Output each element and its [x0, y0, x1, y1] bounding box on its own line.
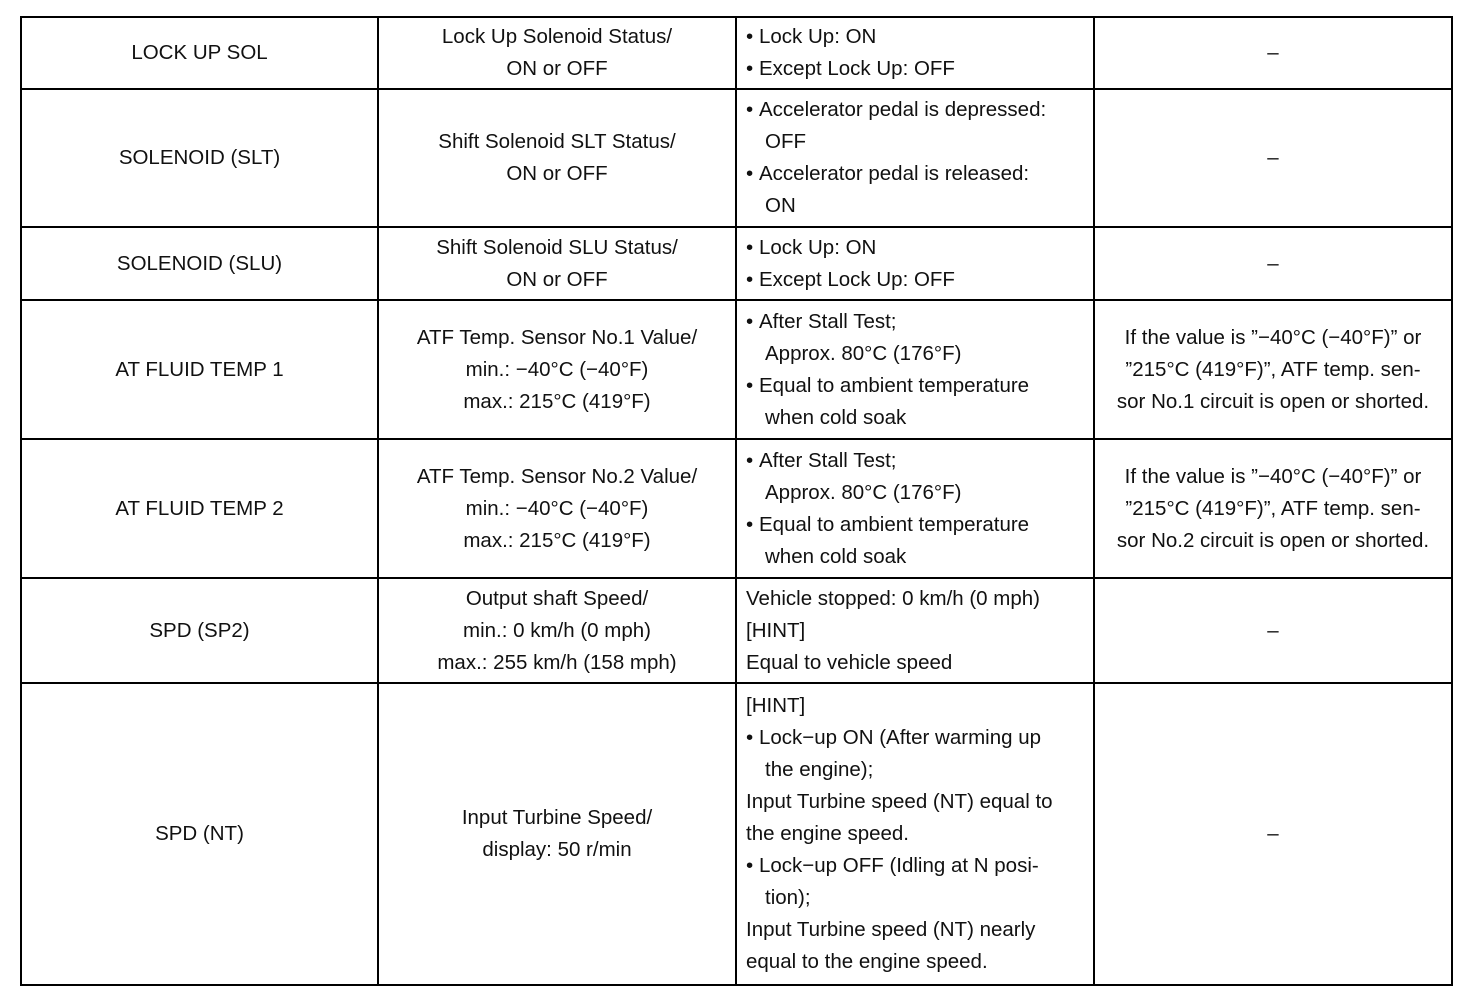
measurement-line: ATF Temp. Sensor No.1 Value/ [416, 325, 698, 349]
item-cell [21, 227, 378, 300]
item-label: SOLENOID (SLU) [116, 251, 283, 275]
measurement-cell [378, 17, 736, 89]
condition-line: Lock−up OFF (Idling at N posi- [759, 854, 1039, 877]
measurement-cell [378, 300, 736, 439]
condition-text [746, 914, 1085, 978]
measurement-line: min.: 0 km/h (0 mph) [463, 618, 651, 642]
item-cell [21, 17, 378, 89]
table-wrapper [20, 16, 1453, 986]
condition-line: Equal to ambient temperature [759, 373, 1030, 397]
condition-line: tion); [765, 886, 811, 909]
diagnostic-line: – [1267, 146, 1279, 169]
condition-line: Vehicle stopped: 0 km/h (0 mph) [746, 586, 1040, 610]
diagnostic-line: If the value is ”−40°C (−40°F)” or [1124, 325, 1422, 349]
condition-line: Except Lock Up: OFF [759, 57, 955, 80]
condition-line: OFF [765, 130, 806, 153]
condition-line: when cold soak [765, 405, 907, 429]
condition-line: After Stall Test; [759, 309, 897, 333]
condition-line: Input Turbine speed (NT) nearly [746, 918, 1036, 941]
condition-line: the engine speed. [746, 822, 909, 845]
data-list-table [20, 16, 1453, 986]
condition-cell [736, 683, 1094, 985]
measurement-line: ON or OFF [506, 267, 608, 291]
condition-line: ON [765, 194, 796, 217]
bullet-icon: • [746, 57, 754, 80]
measurement-line: ON or OFF [506, 57, 608, 80]
diagnostic-note-cell [1094, 300, 1452, 439]
diagnostic-line: sor No.1 circuit is open or shorted. [1116, 389, 1430, 413]
condition-text [746, 690, 1085, 722]
condition-bullet [746, 232, 1085, 264]
item-label: SOLENOID (SLT) [118, 146, 281, 169]
condition-bullet [746, 722, 1085, 786]
item-label: SPD (NT) [155, 822, 244, 845]
measurement-line: max.: 215°C (419°F) [463, 528, 651, 552]
measurement-cell [378, 578, 736, 683]
table-row [21, 300, 1452, 439]
condition-line: the engine); [765, 758, 874, 781]
condition-line: Approx. 80°C (176°F) [765, 341, 962, 365]
measurement-line: Lock Up Solenoid Status/ [441, 25, 673, 48]
table-body [21, 17, 1452, 985]
condition-line: [HINT] [746, 694, 806, 717]
measurement-cell [378, 439, 736, 578]
bullet-icon: • [746, 512, 754, 536]
condition-bullet [746, 94, 1085, 158]
condition-cell [736, 17, 1094, 89]
measurement-line: min.: −40°C (−40°F) [465, 496, 649, 520]
condition-line: Except Lock Up: OFF [759, 267, 955, 291]
condition-bullet [746, 850, 1085, 914]
diagnostic-line: If the value is ”−40°C (−40°F)” or [1124, 464, 1422, 488]
condition-line: equal to the engine speed. [746, 950, 988, 973]
measurement-line: max.: 255 km/h (158 mph) [437, 650, 677, 674]
condition-line: Equal to vehicle speed [746, 650, 953, 674]
condition-bullet [746, 370, 1085, 434]
diagnostic-note-cell [1094, 683, 1452, 985]
measurement-cell [378, 683, 736, 985]
condition-line: [HINT] [746, 618, 806, 642]
item-label: AT FLUID TEMP 2 [115, 496, 284, 520]
table-row [21, 683, 1452, 985]
measurement-cell [378, 89, 736, 227]
diagnostic-note-cell [1094, 578, 1452, 683]
condition-bullet [746, 445, 1085, 509]
item-cell [21, 578, 378, 683]
item-cell [21, 89, 378, 227]
condition-text [746, 786, 1085, 850]
measurement-line: Shift Solenoid SLT Status/ [438, 130, 676, 153]
item-cell [21, 439, 378, 578]
table-row [21, 439, 1452, 578]
condition-text [746, 583, 1085, 615]
condition-line: Lock Up: ON [759, 235, 877, 259]
bullet-icon: • [746, 448, 754, 472]
condition-cell [736, 300, 1094, 439]
diagnostic-line: – [1267, 41, 1279, 64]
item-cell [21, 300, 378, 439]
measurement-line: Input Turbine Speed/ [461, 806, 653, 829]
measurement-line: display: 50 r/min [482, 838, 632, 861]
bullet-icon: • [746, 726, 754, 749]
condition-cell [736, 578, 1094, 683]
bullet-icon: • [746, 25, 754, 48]
condition-line: After Stall Test; [759, 448, 897, 472]
condition-line: Equal to ambient temperature [759, 512, 1030, 536]
condition-bullet [746, 53, 1085, 85]
bullet-icon: • [746, 235, 754, 259]
condition-cell [736, 439, 1094, 578]
measurement-line: ON or OFF [506, 162, 608, 185]
diagnostic-note-cell [1094, 17, 1452, 89]
bullet-icon: • [746, 267, 754, 291]
condition-bullet [746, 264, 1085, 296]
table-row [21, 89, 1452, 227]
diagnostic-line: sor No.2 circuit is open or shorted. [1116, 528, 1430, 552]
bullet-icon: • [746, 98, 754, 121]
item-label: LOCK UP SOL [131, 41, 268, 64]
measurement-line: min.: −40°C (−40°F) [465, 357, 649, 381]
bullet-icon: • [746, 309, 754, 333]
condition-text [746, 647, 1085, 679]
diagnostic-line: – [1267, 822, 1279, 845]
condition-bullet [746, 509, 1085, 573]
condition-line: Approx. 80°C (176°F) [765, 480, 962, 504]
condition-line: Lock−up ON (After warming up [759, 726, 1041, 749]
table-row [21, 227, 1452, 300]
condition-bullet [746, 306, 1085, 370]
diagnostic-note-cell [1094, 439, 1452, 578]
bullet-icon: • [746, 162, 754, 185]
condition-bullet [746, 158, 1085, 222]
table-row [21, 17, 1452, 89]
measurement-line: Output shaft Speed/ [465, 586, 649, 610]
table-row [21, 578, 1452, 683]
diagnostic-line: – [1267, 251, 1279, 275]
condition-line: when cold soak [765, 544, 907, 568]
condition-line: Accelerator pedal is depressed: [759, 98, 1047, 121]
measurement-cell [378, 227, 736, 300]
condition-cell [736, 89, 1094, 227]
condition-line: Input Turbine speed (NT) equal to [746, 790, 1053, 813]
measurement-line: Shift Solenoid SLU Status/ [436, 235, 678, 259]
diagnostic-line: ”215°C (419°F)”, ATF temp. sen- [1125, 496, 1421, 520]
condition-line: Lock Up: ON [759, 25, 877, 48]
diagnostic-note-cell [1094, 89, 1452, 227]
diagnostic-line: ”215°C (419°F)”, ATF temp. sen- [1125, 357, 1421, 381]
condition-bullet [746, 21, 1085, 53]
diagnostic-note-cell [1094, 227, 1452, 300]
item-label: AT FLUID TEMP 1 [115, 357, 284, 381]
measurement-line: max.: 215°C (419°F) [463, 389, 651, 413]
item-label: SPD (SP2) [149, 618, 250, 642]
measurement-line: ATF Temp. Sensor No.2 Value/ [416, 464, 698, 488]
diagnostic-line: – [1267, 618, 1279, 642]
bullet-icon: • [746, 854, 754, 877]
condition-cell [736, 227, 1094, 300]
condition-text [746, 615, 1085, 647]
bullet-icon: • [746, 373, 754, 397]
condition-line: Accelerator pedal is released: [759, 162, 1030, 185]
item-cell [21, 683, 378, 985]
